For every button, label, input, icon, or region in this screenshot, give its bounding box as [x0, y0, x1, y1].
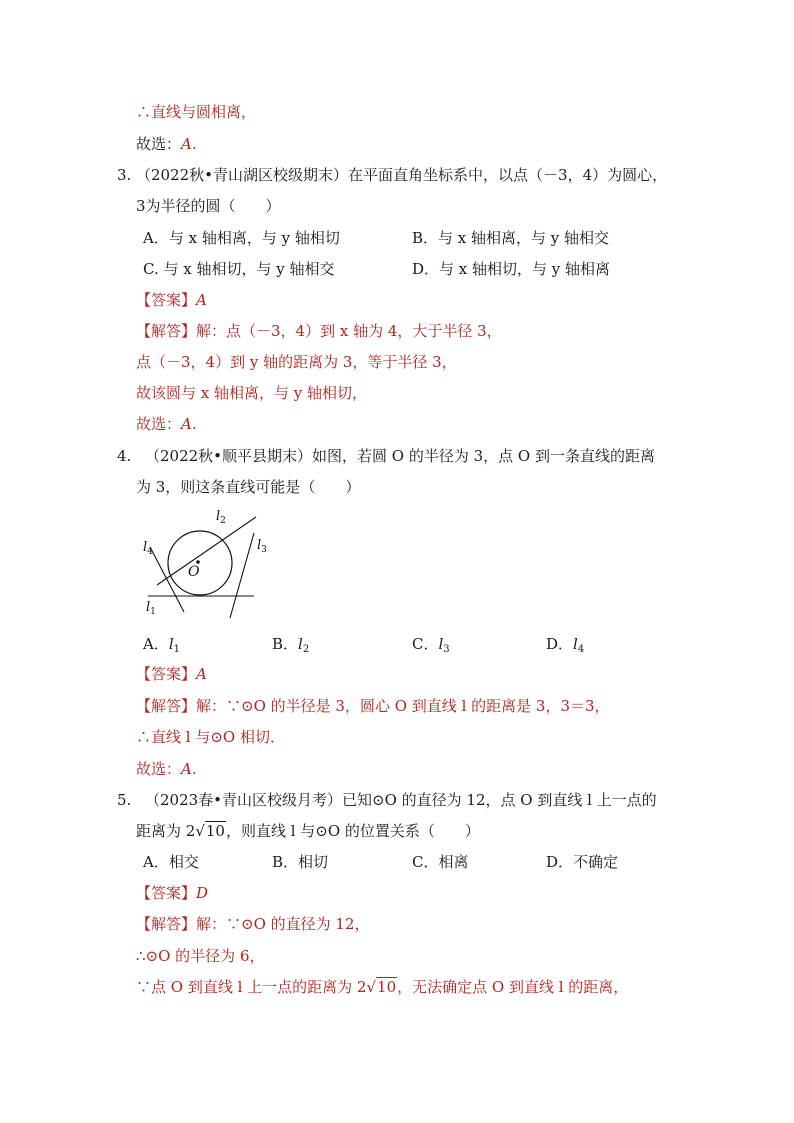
sqrt-expression: √10: [195, 822, 225, 840]
q3-answer: [136, 290, 207, 310]
solution-text: 解：点（－3，4）到 x 轴为 4，大于半径 3，: [196, 322, 502, 340]
q3-option-b: B．与 x 轴相离，与 y 轴相交: [412, 229, 610, 247]
option-var: l: [573, 635, 578, 653]
q3-number: 3.: [117, 166, 132, 184]
q5-option-a: A．相交: [143, 853, 199, 871]
solution-tag: 【解答】: [136, 697, 197, 715]
option-sub: 3: [443, 644, 450, 655]
line-l3: [230, 533, 254, 618]
q5-option-c: C．相离: [412, 853, 469, 871]
q5-option-d: D．不确定: [546, 853, 619, 871]
choice-letter: A.: [181, 415, 197, 433]
center-label: O: [188, 564, 200, 580]
option-key: D．: [546, 635, 574, 653]
option-var: l: [298, 635, 303, 653]
label-l1: $l_1$: [146, 600, 156, 617]
q4-stem-line2: 为 3，则这条直线可能是（ ）: [136, 478, 361, 496]
q4-solution-line2: ∴直线 l 与⊙O 相切．: [136, 728, 285, 746]
label-l3: $l_3$: [257, 538, 267, 555]
solution-tag: 【解答】: [136, 322, 197, 340]
q4-option-c: [412, 634, 450, 660]
option-sub: 4: [577, 644, 585, 655]
q4-number: 4.: [117, 447, 132, 465]
option-key: A．: [143, 635, 169, 653]
q4-option-d: [546, 634, 584, 660]
sqrt-expression: √10: [366, 978, 397, 996]
q4-option-a: [143, 634, 180, 660]
q3-option-d: D．与 x 轴相切，与 y 轴相离: [412, 260, 611, 278]
text-post: ，无法确定点 O 到直线 l 的距离，: [397, 978, 629, 996]
solution-tag: 【解答】: [136, 915, 197, 933]
choice-prefix: 故选：: [136, 415, 182, 433]
q5-solution-line1: [136, 914, 370, 934]
answer-letter: A: [196, 291, 207, 309]
q4-answer: [136, 664, 207, 684]
answer-tag: 【答案】: [136, 884, 197, 902]
q5-stem-line2: [136, 821, 480, 841]
q4-solution-line1: [136, 696, 610, 716]
choice-prefix: 故选：: [136, 760, 182, 778]
line-l2: [157, 517, 256, 585]
q3-solution-line2: 点（－3，4）到 y 轴的距离为 3，等于半径 3，: [136, 353, 457, 371]
text-pre: ∵点 O 到直线 l 上一点的距离为 2: [136, 978, 367, 996]
q4-solution-line3: [136, 759, 197, 779]
radicand: 10: [205, 822, 225, 840]
option-sub: 2: [302, 644, 310, 655]
q5-stem-line1: （2023春•青山区校级月考）已知⊙O 的直径为 12，点 O 到直线 l 上一点的: [145, 791, 657, 809]
text-pre: 距离为 2: [136, 822, 196, 840]
label-l4: $l_4$: [143, 540, 153, 557]
choice-letter: A.: [181, 760, 197, 778]
answer-tag: 【答案】: [136, 291, 197, 309]
q4-figure: [136, 505, 286, 620]
solution-text: 解：∵⊙O 的直径为 12，: [196, 915, 370, 933]
option-sub: 1: [173, 644, 181, 655]
radicand: 10: [377, 978, 397, 996]
q3-stem-line2: 3为半径的圆（ ）: [136, 197, 281, 215]
option-var: l: [438, 635, 444, 653]
q3-option-c: C. 与 x 轴相切，与 y 轴相交: [143, 260, 335, 278]
choice-letter: A.: [181, 135, 197, 153]
q3-solution-line4: [136, 414, 197, 434]
q5-number: 5.: [117, 791, 132, 809]
q5-option-b: B．相切: [272, 853, 329, 871]
text-post: ，则直线 l 与⊙O 的位置关系（ ）: [225, 822, 480, 840]
q3-stem-line1: （2022秋•青山湖区校级期末）在平面直角坐标系中，以点（－3，4）为圆心，: [136, 166, 668, 184]
q3-solution-line1: [136, 321, 502, 341]
answer-tag: 【答案】: [136, 665, 197, 683]
q3-solution-line3: 故该圆与 x 轴相离，与 y 轴相切，: [136, 384, 368, 402]
answer-letter: D: [196, 884, 209, 902]
q4-option-b: [272, 634, 309, 660]
label-l2: $l_2$: [216, 509, 226, 526]
answer-letter: A: [196, 665, 207, 683]
solution-text: 解：∵⊙O 的半径是 3，圆心 O 到直线 l 的距离是 3，3＝3，: [196, 697, 610, 715]
q4-stem-line1: （2022秋•顺平县期末）如图，若圆 O 的半径为 3，点 O 到一条直线的距离: [145, 447, 656, 465]
q5-solution-line2: ∴⊙O 的半径为 6，: [136, 947, 265, 965]
prev-choice: [136, 134, 197, 154]
line-l4: [150, 547, 184, 612]
option-key: C．: [412, 635, 439, 653]
choice-prefix: 故选：: [136, 135, 182, 153]
q5-answer: [136, 883, 208, 903]
option-var: l: [168, 635, 174, 653]
option-key: B．: [272, 635, 299, 653]
q3-option-a: A．与 x 轴相离，与 y 轴相切: [143, 229, 340, 247]
prev-conclusion: ∴直线与圆相离，: [136, 103, 257, 121]
q5-solution-line3: [136, 977, 628, 997]
